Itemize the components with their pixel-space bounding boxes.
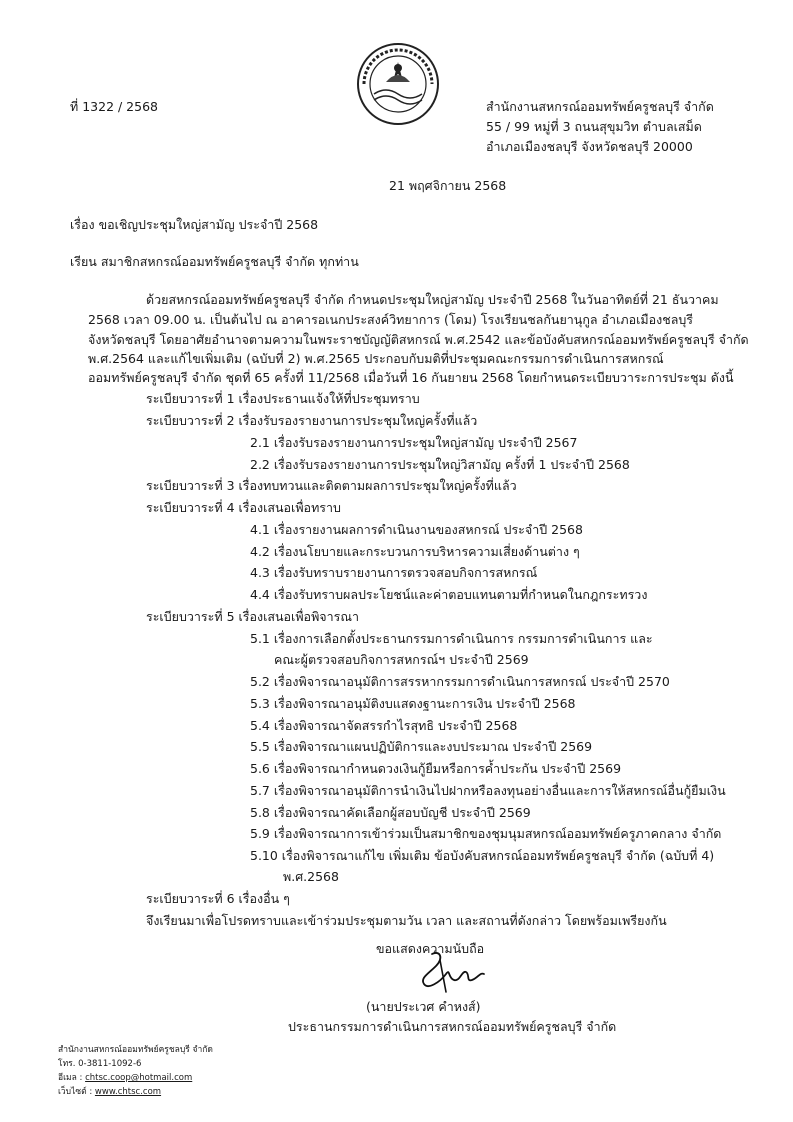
agenda-subitem: 5.1 เรื่องการเลือกตั้งประธานกรรมการดำเนินการ กรรมการดำเนินการ และ — [250, 631, 653, 646]
agenda-subitem: 4.2 เรื่องนโยบายและกระบวนการบริหารความเสี่ยงด้านต่าง ๆ — [250, 544, 580, 559]
agenda-subitem: 5.5 เรื่องพิจารณาแผนปฏิบัติการและงบประมาณ ประจำปี 2569 — [250, 739, 593, 754]
addressee: เรียน สมาชิกสหกรณ์ออมทรัพย์ครูชลบุรี จำกัด ทุกท่าน — [70, 254, 359, 269]
agenda-subitem: 4.4 เรื่องรับทราบผลประโยชน์และค่าตอบแทนตามที่กำหนดในกฎกระทรวง — [250, 587, 648, 602]
agenda-subitem: 4.3 เรื่องรับทราบรายงานการตรวจสอบกิจการสหกรณ์ — [250, 565, 538, 580]
agenda-subitem: 5.8 เรื่องพิจารณาคัดเลือกผู้สอบบัญชี ประจำปี 2569 — [250, 805, 531, 820]
agenda-subitem-continued: พ.ศ.2568 — [283, 869, 339, 884]
footer-org: สำนักงานสหกรณ์ออมทรัพย์ครูชลบุรี จำกัด — [58, 1045, 213, 1055]
agenda-subitem: 5.4 เรื่องพิจารณาจัดสรรกำไรสุทธิ ประจำปี 2568 — [250, 718, 518, 733]
signer-position: ประธานกรรมการดำเนินการสหกรณ์ออมทรัพย์ครูชลบุรี จำกัด — [288, 1019, 617, 1034]
body-line: ออมทรัพย์ครูชลบุรี จำกัด ชุดที่ 65 ครั้งที่ 11/2568 เมื่อวันที่ 16 กันยายน 2568 โดยกำหนดระเบียบวาระการประชุม ดังนี้ — [88, 370, 734, 385]
footer-website-label: เว็บไซต์ : — [58, 1087, 93, 1097]
agenda-item-3: ระเบียบวาระที่ 3 เรื่องทบทวนและติดตามผลการประชุมใหญ่ครั้งที่แล้ว — [146, 478, 517, 493]
org-address-line-2: 55 / 99 หมู่ที่ 3 ถนนสุขุมวิท ตำบลเสม็ด — [486, 119, 702, 134]
document-number: ที่ 1322 / 2568 — [70, 99, 158, 114]
agenda-subitem: 5.6 เรื่องพิจารณากำหนดวงเงินกู้ยืมหรือการค้ำประกัน ประจำปี 2569 — [250, 761, 622, 776]
agenda-subitem: 5.10 เรื่องพิจารณาแก้ไข เพิ่มเติม ข้อบังคับสหกรณ์ออมทรัพย์ครูชลบุรี จำกัด (ฉบับที่ 4) — [250, 848, 715, 863]
agenda-subitem-continued: คณะผู้ตรวจสอบกิจการสหกรณ์ฯ ประจำปี 2569 — [274, 652, 529, 667]
subject: เรื่อง ขอเชิญประชุมใหญ่สามัญ ประจำปี 2568 — [70, 217, 319, 232]
agenda-item-1: ระเบียบวาระที่ 1 เรื่องประธานแจ้งให้ที่ประชุมทราบ — [146, 391, 420, 406]
body-line: พ.ศ.2564 และแก้ไขเพิ่มเติม (ฉบับที่ 2) พ.ศ.2565 ประกอบกับมติที่ประชุมคณะกรรมการดำเนินการสหกรณ์ — [88, 351, 664, 366]
agenda-item-6: ระเบียบวาระที่ 6 เรื่องอื่น ๆ — [146, 891, 290, 906]
org-address-line-1: สำนักงานสหกรณ์ออมทรัพย์ครูชลบุรี จำกัด — [486, 99, 714, 114]
footer-email — [58, 1072, 192, 1084]
agenda-subitem: 5.9 เรื่องพิจารณาการเข้าร่วมเป็นสมาชิกของชุมนุมสหกรณ์ออมทรัพย์ครูภาคกลาง จำกัด — [250, 826, 722, 841]
agenda-subitem: 5.7 เรื่องพิจารณาอนุมัติการนำเงินไปฝากหรือลงทุนอย่างอื่นและการให้สหกรณ์อื่นกู้ยืมเงิน — [250, 783, 726, 798]
document-date: 21 พฤศจิกายน 2568 — [389, 178, 507, 193]
agenda-item-2: ระเบียบวาระที่ 2 เรื่องรับรองรายงานการประชุมใหญ่ครั้งที่แล้ว — [146, 413, 478, 428]
website-link[interactable]: www.chtsc.com — [94, 1087, 162, 1097]
body-line: จังหวัดชลบุรี โดยอาศัยอำนาจตามความในพระราชบัญญัติสหกรณ์ พ.ศ.2542 และข้อบังคับสหกรณ์ออมทรัพย์ครูชลบุรี จำกัด — [88, 332, 749, 347]
org-address-line-3: อำเภอเมืองชลบุรี จังหวัดชลบุรี 20000 — [486, 139, 693, 154]
agenda-subitem: 5.2 เรื่องพิจารณาอนุมัติการสรรหากรรมการดำเนินการสหกรณ์ ประจำปี 2570 — [250, 674, 670, 689]
body-line: ด้วยสหกรณ์ออมทรัพย์ครูชลบุรี จำกัด กำหนดประชุมใหญ่สามัญ ประจำปี 2568 ในวันอาทิตย์ที่ 21 ธันวาคม — [146, 292, 719, 307]
footer-email-label: อีเมล : — [58, 1073, 83, 1083]
agenda-subitem: 2.1 เรื่องรับรองรายงานการประชุมใหญ่สามัญ ประจำปี 2567 — [250, 435, 578, 450]
agenda-item-5: ระเบียบวาระที่ 5 เรื่องเสนอเพื่อพิจารณา — [146, 609, 359, 624]
footer-phone: โทร. 0-3811-1092-6 — [58, 1059, 142, 1069]
agenda-item-4: ระเบียบวาระที่ 4 เรื่องเสนอเพื่อทราบ — [146, 500, 341, 515]
agenda-subitem: 4.1 เรื่องรายงานผลการดำเนินงานของสหกรณ์ ประจำปี 2568 — [250, 522, 583, 537]
agenda-subitem: 2.2 เรื่องรับรองรายงานการประชุมใหญ่วิสามัญ ครั้งที่ 1 ประจำปี 2568 — [250, 457, 630, 472]
handwritten-signature-icon — [410, 948, 492, 996]
closing-sentence: จึงเรียนมาเพื่อโปรดทราบและเข้าร่วมประชุมตามวัน เวลา และสถานที่ดังกล่าว โดยพร้อมเพรียงกัน — [146, 913, 667, 928]
salutation: ขอแสดงความนับถือ — [376, 941, 485, 956]
body-line: 2568 เวลา 09.00 น. เป็นต้นไป ณ อาคารอเนกประสงค์วิทยาการ (โดม) โรงเรียนชลกันยานุกูล อำเภอเมืองชลบุรี — [88, 312, 693, 327]
cooperative-seal-icon — [356, 42, 440, 126]
agenda-subitem: 5.3 เรื่องพิจารณาอนุมัติงบแสดงฐานะการเงิน ประจำปี 2568 — [250, 696, 576, 711]
email-link[interactable]: chtsc.coop@hotmail.com — [85, 1073, 193, 1083]
signer-name: (นายประเวศ คำหงส์) — [366, 999, 481, 1014]
footer-website — [58, 1086, 161, 1098]
